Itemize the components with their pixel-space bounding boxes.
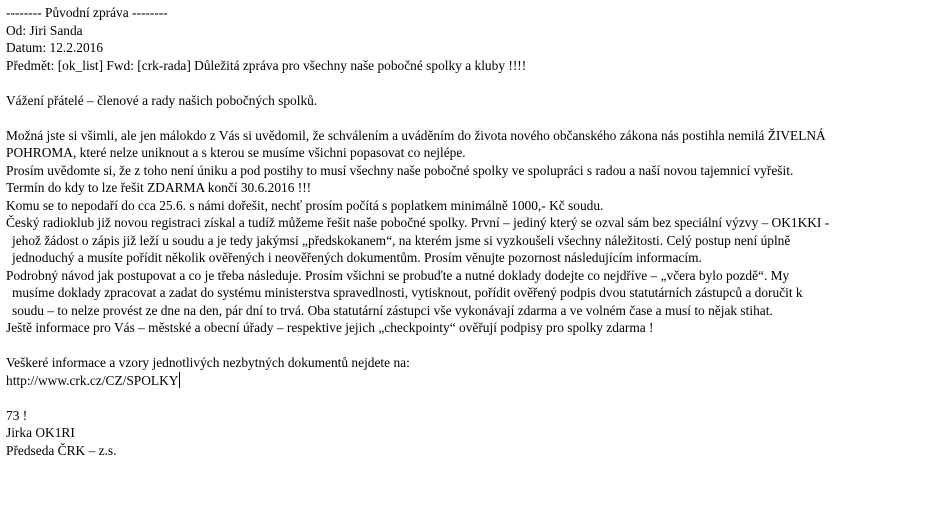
email-message xyxy=(6,4,931,459)
blank-line xyxy=(6,337,931,355)
date-line: Datum: 12.2.2016 xyxy=(6,40,104,55)
from-line: Od: Jiri Sanda xyxy=(6,22,83,38)
body-line: POHROMA, které nelze uniknout a s kterou se musíme všichni popasovat co nejlépe. xyxy=(6,145,466,160)
spolky-link[interactable]: http://www.crk.cz/CZ/SPOLKY xyxy=(6,372,179,388)
body-line: jehož žádost o zápis již leží u soudu a je tedy jakýmsi „předskokanem“, na kterém jsme si vyzkoušeli všechny náležitosti. Celý postup není úplně xyxy=(12,232,791,248)
blank-line xyxy=(6,389,931,407)
url-line xyxy=(6,372,931,390)
blank-line xyxy=(6,109,931,127)
greeting-line: Vážení přátelé – členové a rady našich pobočných spolků. xyxy=(6,92,318,108)
body-line: Podrobný návod jak postupovat a co je třeba následuje. Prosím všichni se probuďte a nutné doklady dodejte co nejdříve – „včera bylo pozdě“. My xyxy=(6,267,790,283)
body-line: musíme doklady zpracovat a zadat do systému ministerstva spravedlnosti, vytisknout, pořídit ověřený podpis dvou statutárních zástupců a doručit k xyxy=(12,285,803,300)
body-line: Termín do kdy to lze řešit ZDARMA končí 30.6.2016 !!! xyxy=(6,180,312,195)
body-line: jednoduchý a musíte pořídit několik ověřených i neověřených dokumentům. Prosím věnujte pozornost následujícím informacím. xyxy=(12,250,702,265)
forward-separator: -------- Původní zpráva -------- xyxy=(6,5,168,20)
body-line: Možná jste si všimli, ale jen málokdo z Vás si uvědomil, že schválením a uváděním do života nového občanského zákona nás postihla nemilá ŽIVELNÁ xyxy=(6,127,826,143)
signature-title: Předseda ČRK – z.s. xyxy=(6,442,117,458)
body-line: Český radioklub již novou registraci získal a tudíž můžeme řešit naše pobočné spolky. První – jediný který se ozval sám bez speciální výzvy – OK1KKI - xyxy=(6,215,830,230)
info-line: Veškeré informace a vzory jednotlivých nezbytných dokumentů nejdete na: xyxy=(6,355,410,370)
blank-line xyxy=(6,74,931,92)
body-line: Komu se to nepodaří do cca 25.6. s námi dořešit, nechť prosím počítá s poplatkem minimálně 1000,- Kč soudu. xyxy=(6,197,604,213)
body-line: soudu – to nelze provést ze dne na den, pár dní to trvá. Oba statutární zástupci vše vykonávají zdarma a ve volném čase a musí to nějak stihat. xyxy=(12,302,773,318)
signature-name: Jirka OK1RI xyxy=(6,425,75,440)
body-line: Ještě informace pro Vás – městské a obecní úřady – respektive jejich „checkpointy“ ověřují podpisy pro spolky zdarma ! xyxy=(6,320,654,335)
subject-line: Předmět: [ok_list] Fwd: [crk-rada] Důležitá zpráva pro všechny naše pobočné spolky a kluby !!!! xyxy=(6,57,527,73)
signature-greeting: 73 ! xyxy=(6,407,28,423)
body-line: Prosím uvědomte si, že z toho není úniku a pod postihy to musí všechny naše pobočné spolky ve spolupráci s radou a naší novou tajemnicí vyřešit. xyxy=(6,162,794,178)
text-cursor xyxy=(179,372,180,388)
